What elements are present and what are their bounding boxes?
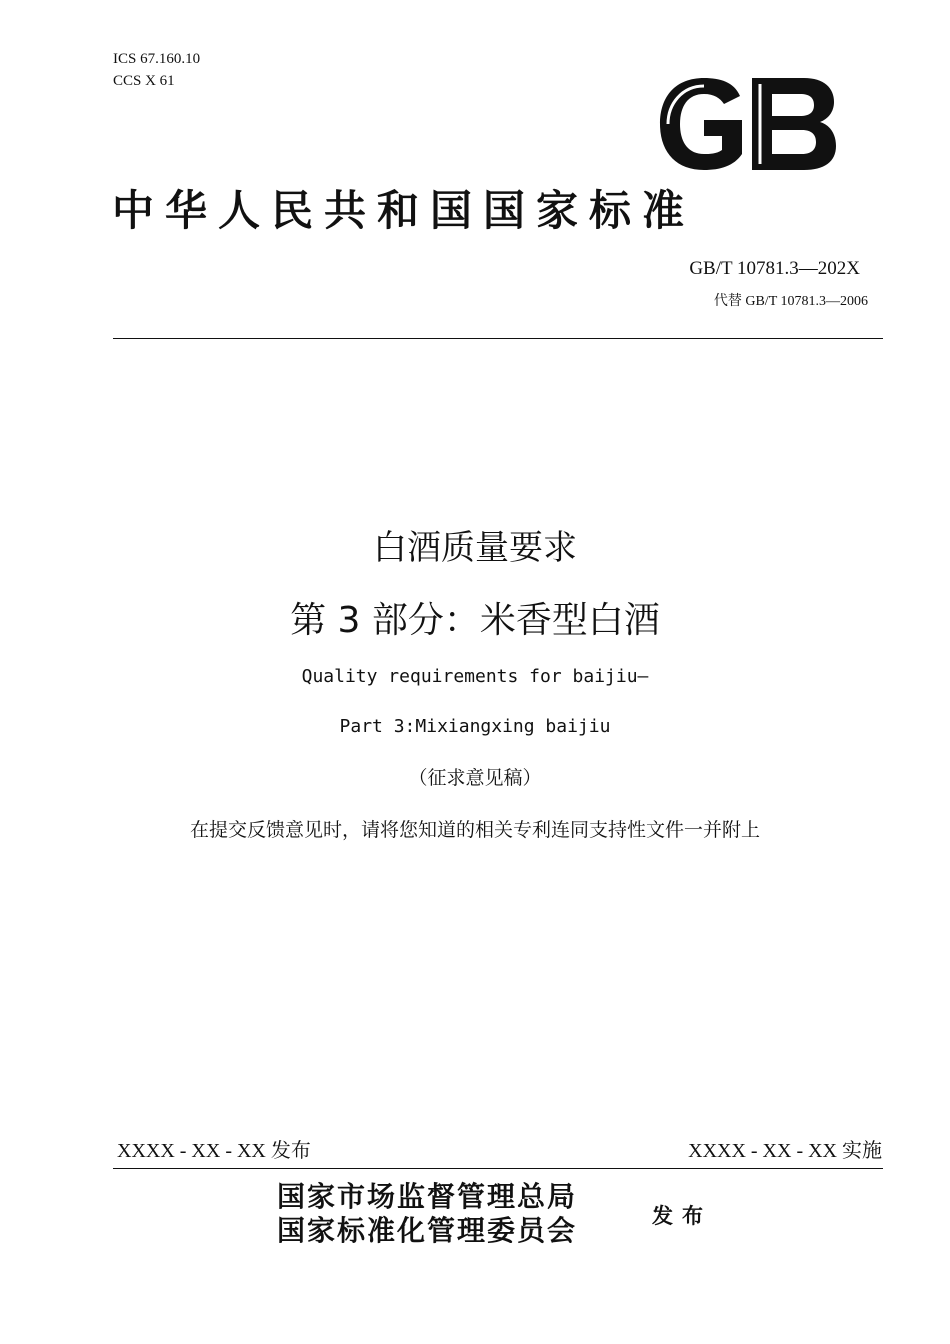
ccs-code: CCS X 61 xyxy=(113,73,175,89)
issue-label: 发布 xyxy=(652,1204,712,1228)
document-subtitle: 第 3 部分：米香型白酒 xyxy=(290,600,660,641)
gb-logo xyxy=(654,74,840,174)
english-title: Quality requirements for baijiu— xyxy=(301,666,649,687)
english-subtitle: Part 3:Mixiangxing baijiu xyxy=(339,716,611,737)
standard-number: GB/T 10781.3—202X xyxy=(689,258,860,279)
implement-date: XXXX - XX - XX 实施 xyxy=(688,1140,882,1162)
ics-code: ICS 67.160.10 xyxy=(113,51,201,67)
draft-status: （征求意见稿） xyxy=(408,767,542,789)
footer-divider xyxy=(113,1168,883,1169)
issuer-samr: 国家市场监督管理总局 xyxy=(277,1180,578,1213)
issuer-sac: 国家标准化管理委员会 xyxy=(277,1214,578,1247)
header-divider xyxy=(113,338,883,339)
patent-notice: 在提交反馈意见时，请将您知道的相关专利连同支持性文件一并附上 xyxy=(189,819,760,841)
release-date: XXXX - XX - XX 发布 xyxy=(117,1140,311,1162)
national-standard-heading: 中华人民共和国国家标准 xyxy=(112,186,696,235)
issuing-authorities xyxy=(277,1180,577,1248)
replaces-standard: 代替 GB/T 10781.3—2006 xyxy=(713,294,868,309)
classification-codes xyxy=(113,48,200,92)
document-title: 白酒质量要求 xyxy=(373,528,577,568)
